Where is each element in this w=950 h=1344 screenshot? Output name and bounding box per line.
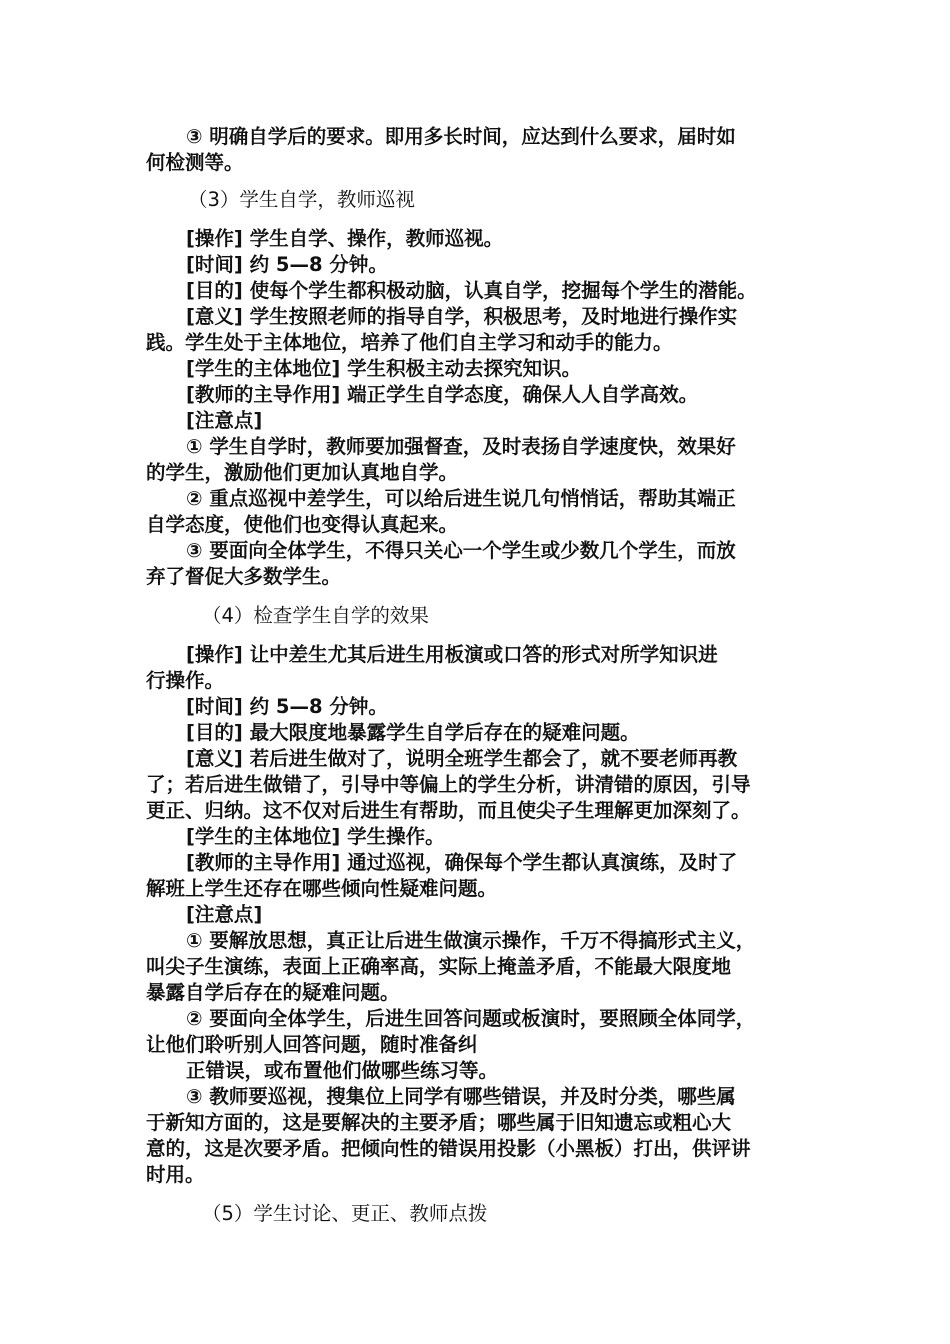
text-line: ② 要面向全体学生，后进生回答问题或板演时，要照顾全体同学， xyxy=(186,1007,756,1030)
section-heading-5: （5）学生讨论、更正、教师点拨 xyxy=(202,1202,488,1225)
text-line: 了；若后进生做错了，引导中等偏上的学生分析，讲清错的原因，引导 xyxy=(146,773,751,796)
text-line: ③ 要面向全体学生，不得只关心一个学生或少数几个学生，而放 xyxy=(186,539,736,562)
text-line: 解班上学生还存在哪些倾向性疑难问题。 xyxy=(146,877,498,900)
text-line: [学生的主体地位] 学生操作。 xyxy=(186,825,445,848)
text-line: 行操作。 xyxy=(146,669,225,692)
text-line: ② 重点巡视中差学生，可以给后进生说几句悄悄话，帮助其端正 xyxy=(186,487,736,510)
text-line: 更正、归纳。这不仅对后进生有帮助，而且使尖子生理解更加深刻了。 xyxy=(146,799,751,822)
text-line: ① 学生自学时，教师要加强督查，及时表扬自学速度快，效果好 xyxy=(186,435,736,458)
text-line: [意义] 学生按照老师的指导自学，积极思考，及时地进行操作实 xyxy=(186,305,738,328)
text-line: [目的] 使每个学生都积极动脑，认真自学，挖掘每个学生的潜能。 xyxy=(186,279,757,302)
text-line: [时间] 约 5—8 分钟。 xyxy=(186,695,388,718)
text-line: 正错误，或布置他们做哪些练习等。 xyxy=(186,1059,499,1082)
text-line: 叫尖子生演练，表面上正确率高，实际上掩盖矛盾，不能最大限度地 xyxy=(146,955,732,978)
section-heading-3: （3）学生自学，教师巡视 xyxy=(188,188,415,211)
text-line: 暴露自学后存在的疑难问题。 xyxy=(146,981,400,1004)
text-line: 自学态度，使他们也变得认真起来。 xyxy=(146,513,459,536)
text-line: 的学生，激励他们更加认真地自学。 xyxy=(146,461,459,484)
text-line: [学生的主体地位] 学生积极主动去探究知识。 xyxy=(186,357,582,380)
text-line: 何检测等。 xyxy=(146,151,244,174)
text-line: [操作] 让中差生尤其后进生用板演或口答的形式对所学知识进 xyxy=(186,643,718,666)
text-line: 时用。 xyxy=(146,1163,205,1186)
text-line: 于新知方面的，这是要解决的主要矛盾；哪些属于旧知遗忘或粗心大 xyxy=(146,1111,732,1134)
text-line: ③ 明确自学后的要求。即用多长时间，应达到什么要求，届时如 xyxy=(186,125,736,148)
text-line: 践。学生处于主体地位，培养了他们自主学习和动手的能力。 xyxy=(146,331,673,354)
text-line: [目的] 最大限度地暴露学生自学后存在的疑难问题。 xyxy=(186,721,640,744)
text-line: [教师的主导作用] 端正学生自学态度，确保人人自学高效。 xyxy=(186,383,699,406)
text-line: 弃了督促大多数学生。 xyxy=(146,565,342,588)
text-line: ③ 教师要巡视，搜集位上同学有哪些错误，并及时分类，哪些属 xyxy=(186,1085,736,1108)
text-line: [注意点] xyxy=(186,409,263,432)
section-heading-4: （4）检查学生自学的效果 xyxy=(202,604,429,627)
text-line: [注意点] xyxy=(186,903,263,926)
text-line: [教师的主导作用] 通过巡视，确保每个学生都认真演练，及时了 xyxy=(186,851,738,874)
text-line: [时间] 约 5—8 分钟。 xyxy=(186,253,388,276)
text-line: [意义] 若后进生做对了，说明全班学生都会了，就不要老师再教 xyxy=(186,747,738,770)
text-line: 让他们聆听别人回答问题，随时准备纠 xyxy=(146,1033,478,1056)
text-line: [操作] 学生自学、操作，教师巡视。 xyxy=(186,227,504,250)
text-line: 意的，这是次要矛盾。把倾向性的错误用投影（小黑板）打出，供评讲 xyxy=(146,1137,751,1160)
text-line: ① 要解放思想，真正让后进生做演示操作，千万不得搞形式主义， xyxy=(186,929,756,952)
